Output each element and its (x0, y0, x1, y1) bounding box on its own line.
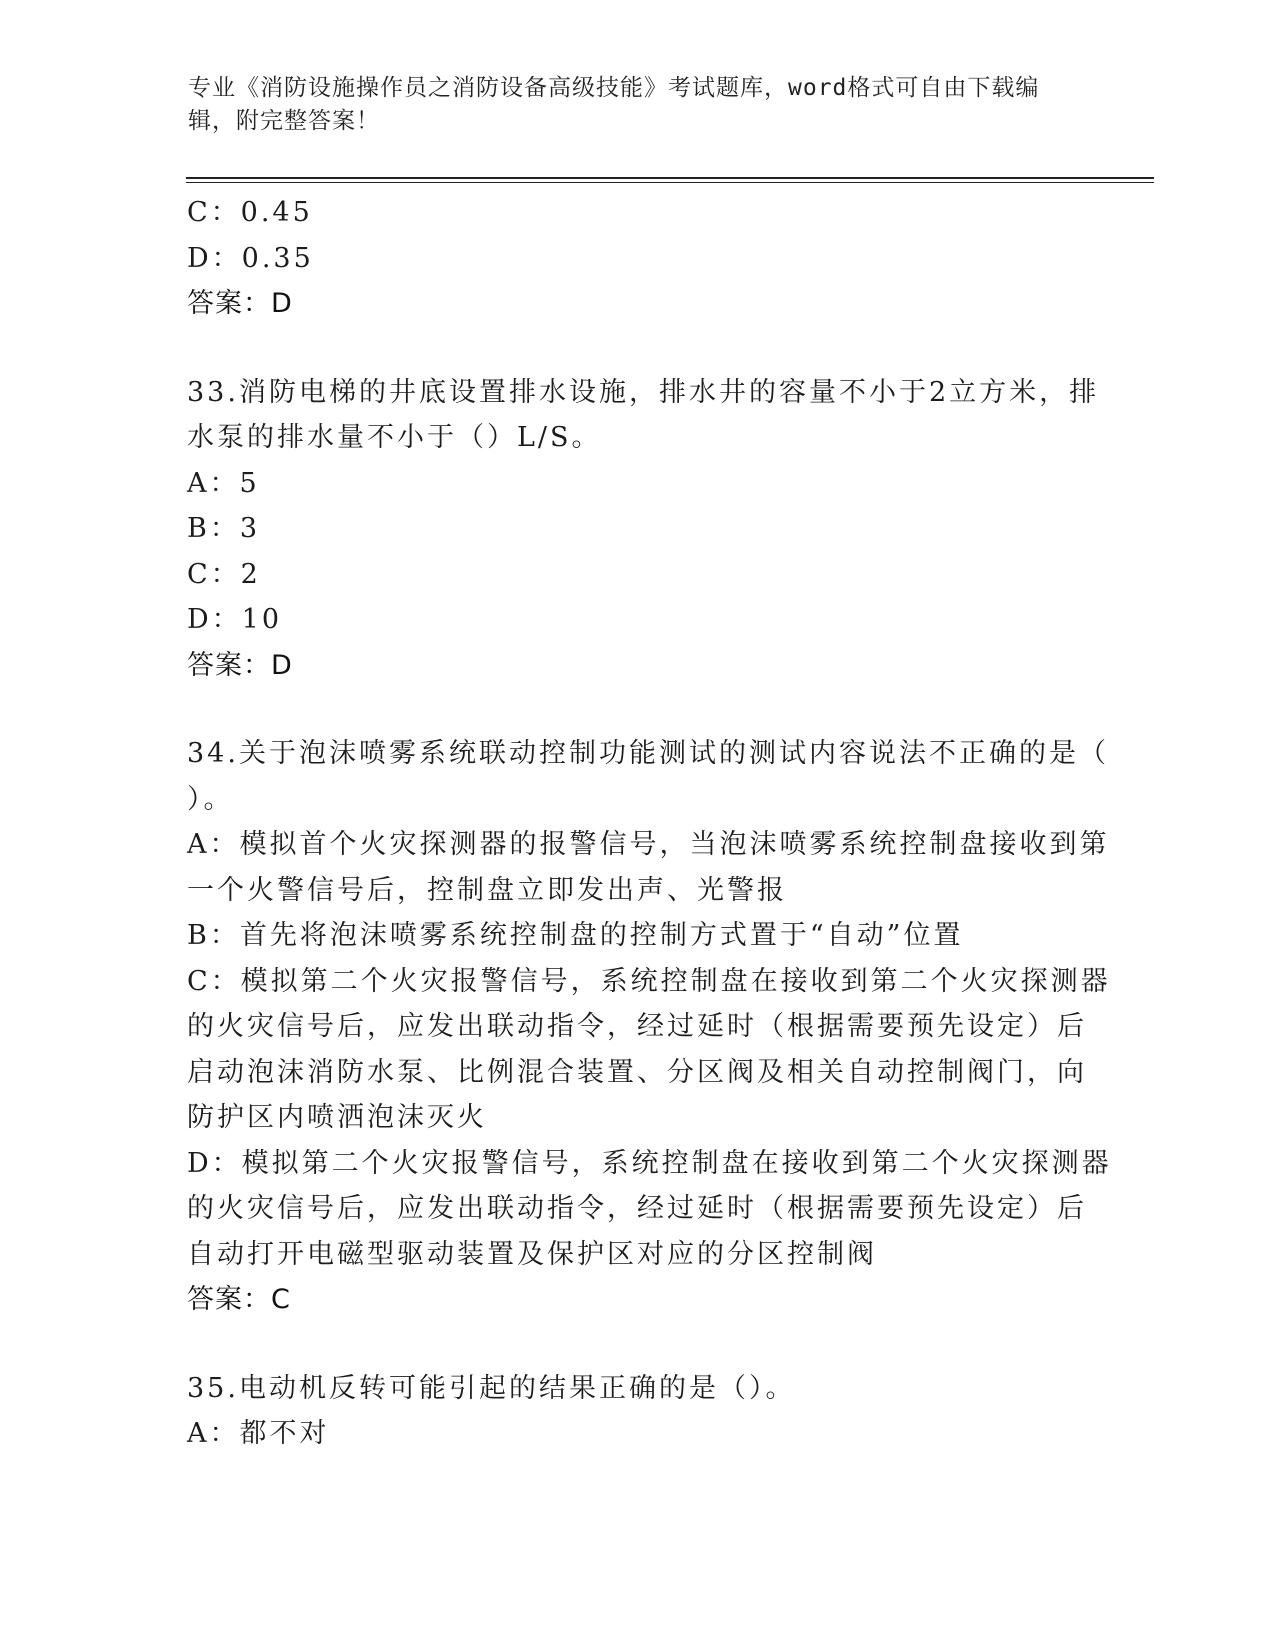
question-35 (187, 1366, 1087, 1457)
header-rule-thick (186, 177, 1154, 179)
question-34 (187, 731, 1112, 1323)
spacer (187, 1323, 1087, 1366)
question-stem-line: 水泵的排水量不小于（）L/S。 (187, 422, 602, 453)
option-a: A：5 (187, 467, 260, 499)
option-a-continued: 一个火警信号后，控制盘立即发出声、光警报 (187, 874, 787, 906)
document-header (188, 72, 1068, 138)
option-d-continued: 自动打开电磁型驱动装置及保护区对应的分区控制阀 (187, 1238, 877, 1270)
option-c-continued: 的火灾信号后，应发出联动指令，经过延时（根据需要预先设定）后 (187, 1011, 1087, 1042)
option-c: C：0.45 (187, 197, 313, 228)
option-a: A：模拟首个火灾探测器的报警信号，当泡沫喷雾系统控制盘接收到第 (187, 829, 1110, 860)
prev-question-block (187, 190, 1087, 327)
question-content (187, 190, 1112, 1457)
answer-line: 答案：C (187, 1284, 291, 1315)
question-stem-line: 33.消防电梯的井底设置排水设施，排水井的容量不小于2立方米，排 (187, 376, 1100, 408)
option-b: B：首先将泡沫喷雾系统控制盘的控制方式置于“自动”位置 (187, 920, 964, 951)
header-line-2: 辑，附完整答案！ (188, 108, 380, 134)
option-c: C：模拟第二个火灾报警信号，系统控制盘在接收到第二个火灾探测器 (187, 965, 1111, 997)
option-b: B：3 (187, 513, 261, 544)
option-d-continued: 的火灾信号后，应发出联动指令，经过延时（根据需要预先设定）后 (187, 1193, 1087, 1224)
option-c-continued: 启动泡沫消防水泵、比例混合装置、分区阀及相关自动控制阀门，向 (187, 1056, 1087, 1088)
option-d: D：0.35 (187, 242, 314, 274)
header-line-1: 专业《消防设施操作员之消防设备高级技能》考试题库，word格式可自由下载编 (188, 75, 1040, 101)
question-stem-line: 34.关于泡沫喷雾系统联动控制功能测试的测试内容说法不正确的是（ (187, 738, 1109, 769)
header-rule-thin (186, 182, 1154, 183)
answer-line: 答案：D (187, 288, 293, 319)
option-c: C：2 (187, 558, 261, 590)
answer-line: 答案：D (187, 649, 293, 681)
spacer (187, 327, 1087, 370)
option-d: D：10 (187, 604, 283, 635)
question-stem-line: 35.电动机反转可能引起的结果正确的是（）。 (187, 1372, 796, 1404)
option-d: D：模拟第二个火灾报警信号，系统控制盘在接收到第二个火灾探测器 (187, 1147, 1112, 1179)
question-stem-line: ）。 (187, 783, 234, 815)
question-33 (187, 370, 1100, 689)
option-c-continued: 防护区内喷洒泡沫灭火 (187, 1102, 487, 1133)
option-a: A：都不对 (187, 1418, 330, 1449)
spacer (187, 688, 1087, 731)
